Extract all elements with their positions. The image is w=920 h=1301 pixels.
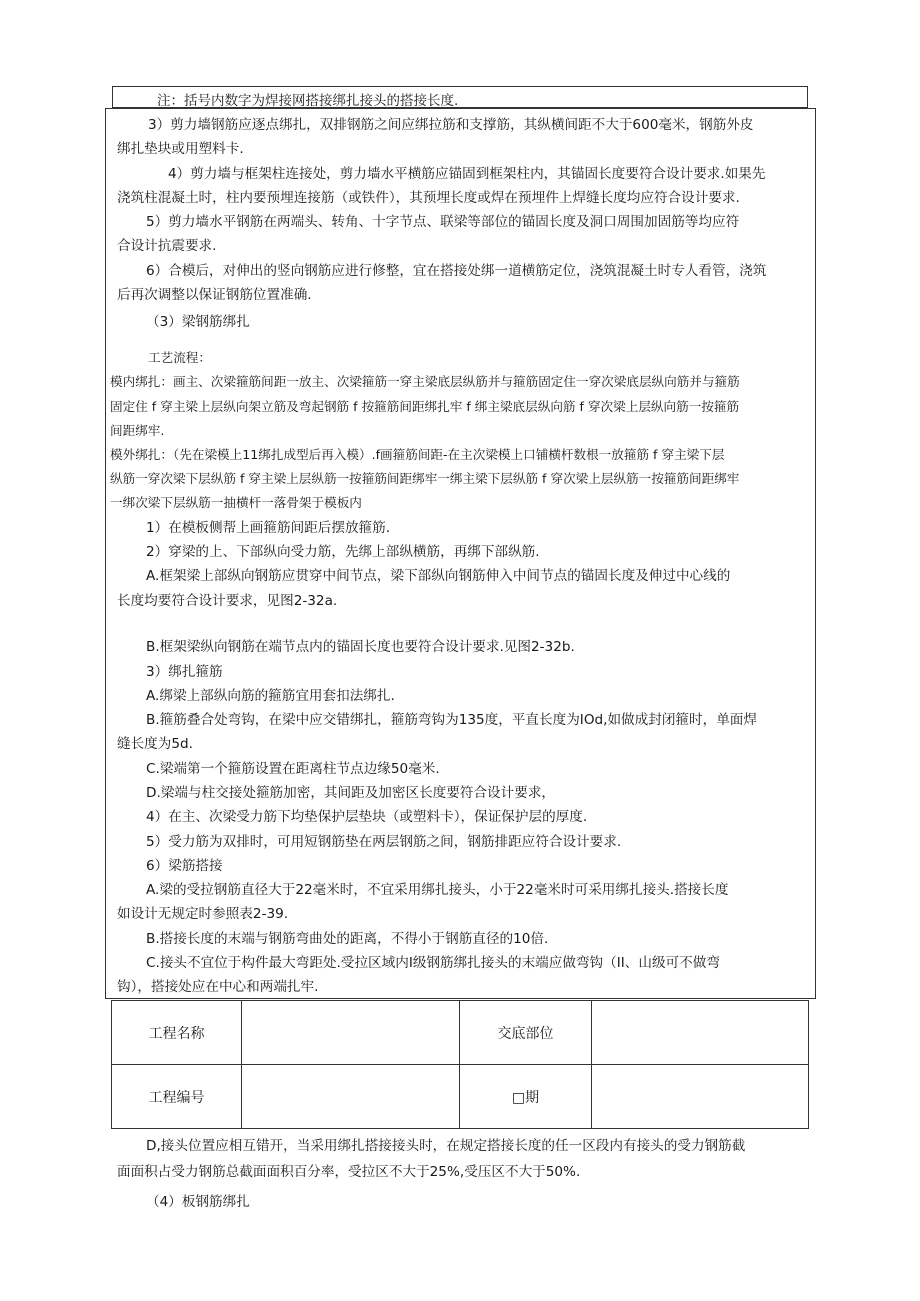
para-line: 6）梁筋搭接 [146,858,223,874]
para-line: 缝长度为5d. [117,736,193,752]
para-line: D.梁端与柱交接处箍筋加密，其间距及加密区长度要符合设计要求， [146,785,556,801]
project-name-value [242,1001,460,1065]
section-heading: （4）板钢筋绑扎 [146,1194,250,1210]
para-line: 4）在主、次梁受力筋下均垫保护层垫块（或塑料卡），保证保护层的厚度. [146,809,588,825]
para-line: 工艺流程： [148,350,211,365]
para-line: B.框架梁纵向钢筋在端节点内的锚固长度也要符合设计要求.见图2-32b. [146,639,575,655]
para-line: 2）穿梁的上、下部纵向受力筋，先绑上部纵横筋，再绑下部纵筋. [146,544,540,560]
project-name-label: 工程名称 [112,1001,242,1065]
table-row [112,1001,809,1065]
para-line: C.梁端第一个箍筋设置在距离柱节点边缘50毫米. [146,761,440,777]
para-line: A.绑梁上部纵向筋的箍筋宜用套扣法绑扎. [146,688,395,704]
para-line: 3）绑扎箍筋 [146,664,223,680]
para-line: A.梁的受拉钢筋直径大于22毫米时，不宜采用绑扎接头，小于22毫米时可采用绑扎接头.搭接长度 [146,882,729,898]
para-line: 固定住 f 穿主梁上层纵向架立筋及弯起钢筋 f 按箍筋间距绑扎牢 f 绑主梁底层纵向筋 f 穿次梁上层纵向筋一按箍筋 [110,399,740,414]
para-line: 6）合模后，对伸出的竖向钢筋应进行修整，宜在搭接处绑一道横筋定位，浇筑混凝土时专人看管，浇筑 [146,263,767,279]
para-line: 后再次调整以保证钢筋位置准确. [117,287,312,303]
para-line: B.搭接长度的末端与钢筋弯曲处的距离，不得小于钢筋直径的10倍. [146,931,549,947]
para-line: 间距绑牢. [110,423,165,438]
date-value [592,1065,809,1129]
para-line: B.箍筋叠合处弯钩，在梁中应交错绑扎，箍筋弯钩为135度，平直长度为IOd,如做成封闭箍时，单面焊 [146,712,757,728]
info-table [111,1000,809,1129]
para-line: 钩），搭接处应在中心和两端扎牢. [117,979,319,995]
para-line: C.接头不宜位于构件最大弯距处.受拉区域内I级钢筋绑扎接头的末端应做弯钩（II、山级可不做弯 [146,955,720,971]
para-line: 面面积占受力钢筋总截面面积百分率，受拉区不大于25%,受压区不大于50%. [117,1164,581,1180]
para-line: 5）受力筋为双排时，可用短钢筋垫在两层钢筋之间，钢筋排距应符合设计要求. [146,834,622,850]
para-line: A.框架梁上部纵向钢筋应贯穿中间节点，梁下部纵向钢筋伸入中间节点的锚固长度及伸过中心线的 [146,568,731,584]
handover-part-label: 交底部位 [460,1001,592,1065]
para-line: 长度均要符合设计要求，见图2-32a. [117,593,338,609]
project-no-value [242,1065,460,1129]
para-line: D,接头位置应相互错开，当采用绑扎搭接接头时，在规定搭接长度的任一区段内有接头的受力钢筋截 [146,1138,746,1154]
project-no-label: 工程编号 [112,1065,242,1129]
table-row [112,1065,809,1129]
para-line: 一绑次梁下层纵筋一抽横杆一落骨架于模板内 [110,495,362,510]
para-line: 浇筑柱混凝土时，柱内要预埋连接筋（或铁件），其预埋长度或焊在预埋件上焊缝长度均应符合设计要求. [117,190,740,206]
para-line: 绑扎垫块或用塑料卡. [117,141,244,157]
para-line: 模内绑扎：画主、次梁箍筋间距一放主、次梁箍筋一穿主梁底层纵筋并与箍筋固定住一穿次梁底层纵向筋并与箍筋 [110,374,740,389]
para-line: 合设计抗震要求. [117,238,217,254]
para-line: 纵筋一穿次梁下层纵筋 f 穿主梁上层纵筋一按箍筋间距绑牢一绑主梁下层纵筋 f 穿次梁上层纵筋一按箍筋间距绑牢 [110,471,740,486]
section-heading: （3）梁钢筋绑扎 [146,314,250,330]
note-box [112,86,808,108]
para-line: 3）剪力墙钢筋应逐点绑扎，双排钢筋之间应绑拉筋和支撑筋，其纵横间距不大于600毫米，钢筋外皮 [148,117,754,133]
para-line: 4）剪力墙与框架柱连接处，剪力墙水平横筋应锚固到框架柱内，其锚固长度要符合设计要求.如果先 [168,166,766,182]
para-line: 1）在模板侧帮上画箍筋间距后摆放箍筋. [146,520,391,536]
date-label: □期 [460,1065,592,1129]
handover-part-value [592,1001,809,1065]
note-text: 注：括号内数字为焊接网搭接绑扎接头的搭接长度. [157,93,459,109]
para-line: 如设计无规定时参照表2-39. [117,906,289,922]
para-line: 模外绑扎：（先在梁模上11绑扎成型后再入模）.f画箍筋间距-在主次梁模上口铺横杆数根一放箍筋 f 穿主梁下层 [110,447,725,462]
para-line: 5）剪力墙水平钢筋在两端头、转角、十字节点、联梁等部位的锚固长度及洞口周围加固筋等均应符 [146,214,740,230]
